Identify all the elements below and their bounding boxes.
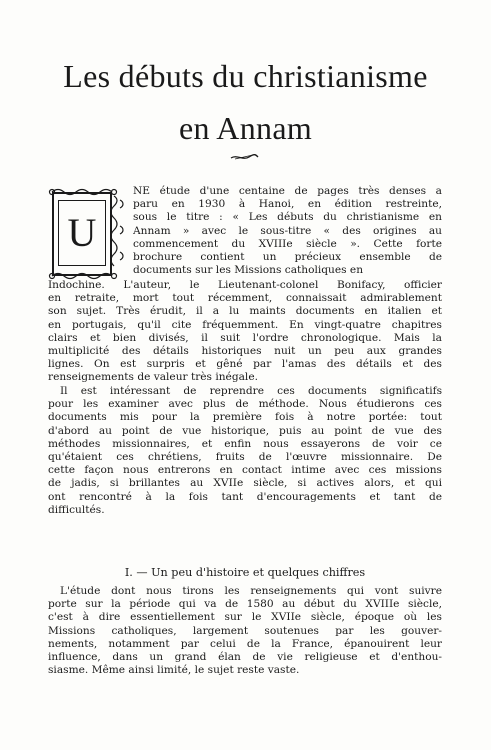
title-line-2: en Annam <box>178 110 313 146</box>
text-line: documents mis pour la première fois à notre portée: tout <box>48 411 442 424</box>
text-line: renseignements de valeur très inégale. <box>48 371 258 384</box>
paragraph-1-indented <box>133 185 442 277</box>
text-line: en retraite, mort tout récemment, connaissait admirablement <box>48 292 442 305</box>
text-line: influence, dans un grand élan de vie religieuse et d'enthou- <box>48 651 442 664</box>
paragraph-2 <box>48 385 442 517</box>
text-line: Annam » avec le sous-titre « des origines au <box>133 224 442 237</box>
text-line: brochure contient un précieux ensemble de <box>133 251 442 264</box>
text-line: paru en 1930 à Hanoi, en édition restreinte, <box>133 198 442 211</box>
text-line: documents sur les Missions catholiques en <box>133 264 364 277</box>
text-line: difficultés. <box>48 503 105 516</box>
paragraph-3 <box>48 585 442 677</box>
text-line: son sujet. Très érudit, il a lu maints documents en italien et <box>48 305 442 318</box>
paragraph-1 <box>48 279 442 385</box>
text-line: Missions catholiques, largement soutenues par les gouver- <box>48 624 442 637</box>
text-line: sous le titre : « Les débuts du christianisme en <box>133 211 442 224</box>
text-line: Il est intéressant de reprendre ces documents significatifs <box>60 385 442 397</box>
text-line: siasme. Même ainsi limité, le sujet reste vaste. <box>48 664 300 677</box>
text-line: NE étude d'une centaine de pages très denses a <box>133 185 442 197</box>
text-line: de jadis, si brillantes au XVIIe siècle, si actives alors, et qui <box>48 477 442 490</box>
text-line: porte sur la période qui va de 1580 au début du XVIIIe siècle, <box>48 598 442 611</box>
text-line: multiplicité des détails historiques nuit un peu aux grandes <box>48 345 442 358</box>
text-line: ont rencontré à la fois tant d'encouragements et tant de <box>48 490 442 503</box>
text-line: c'est à dire essentiellement sur le XVIIe siècle, époque où les <box>48 611 442 624</box>
text-line: méthodes missionnaires, et enfin nous essayerons de voir ce <box>48 437 442 450</box>
text-line: d'abord au point de vue historique, puis au point de vue des <box>48 424 442 437</box>
ornamental-dropcap <box>48 186 128 282</box>
title-ornament-icon <box>229 152 259 162</box>
text-line: commencement du XVIIIe siècle ». Cette forte <box>133 237 442 250</box>
text-line: pour les examiner avec plus de méthode. Nous étudierons ces <box>48 398 442 411</box>
text-line: Indochine. L'auteur, le Lieutenant-colonel Bonifacy, officier <box>48 279 442 291</box>
text-line: cette façon nous entrerons en contact intime avec ces missions <box>48 464 442 477</box>
text-line: clairs et bien divisés, il suit l'ordre chronologique. Mais la <box>48 331 442 344</box>
text-line: qu'étaient ces chrétiens, fruits de l'œuvre missionnaire. De <box>48 451 442 464</box>
section-heading: I. — Un peu d'histoire et quelques chiffres <box>124 566 366 579</box>
text-line: lignes. On est surpris et gêné par l'amas des détails et des <box>48 358 442 371</box>
text-line: L'étude dont nous tirons les renseignements qui vont suivre <box>60 585 442 597</box>
text-line: en portugais, qu'il cite fréquemment. En vingt-quatre chapitres <box>48 318 442 331</box>
text-line: nements, notamment par celui de la France, épanouirent leur <box>48 637 442 650</box>
dropcap-letter: U <box>58 200 106 266</box>
title-line-1: Les débuts du christianisme <box>63 58 428 94</box>
